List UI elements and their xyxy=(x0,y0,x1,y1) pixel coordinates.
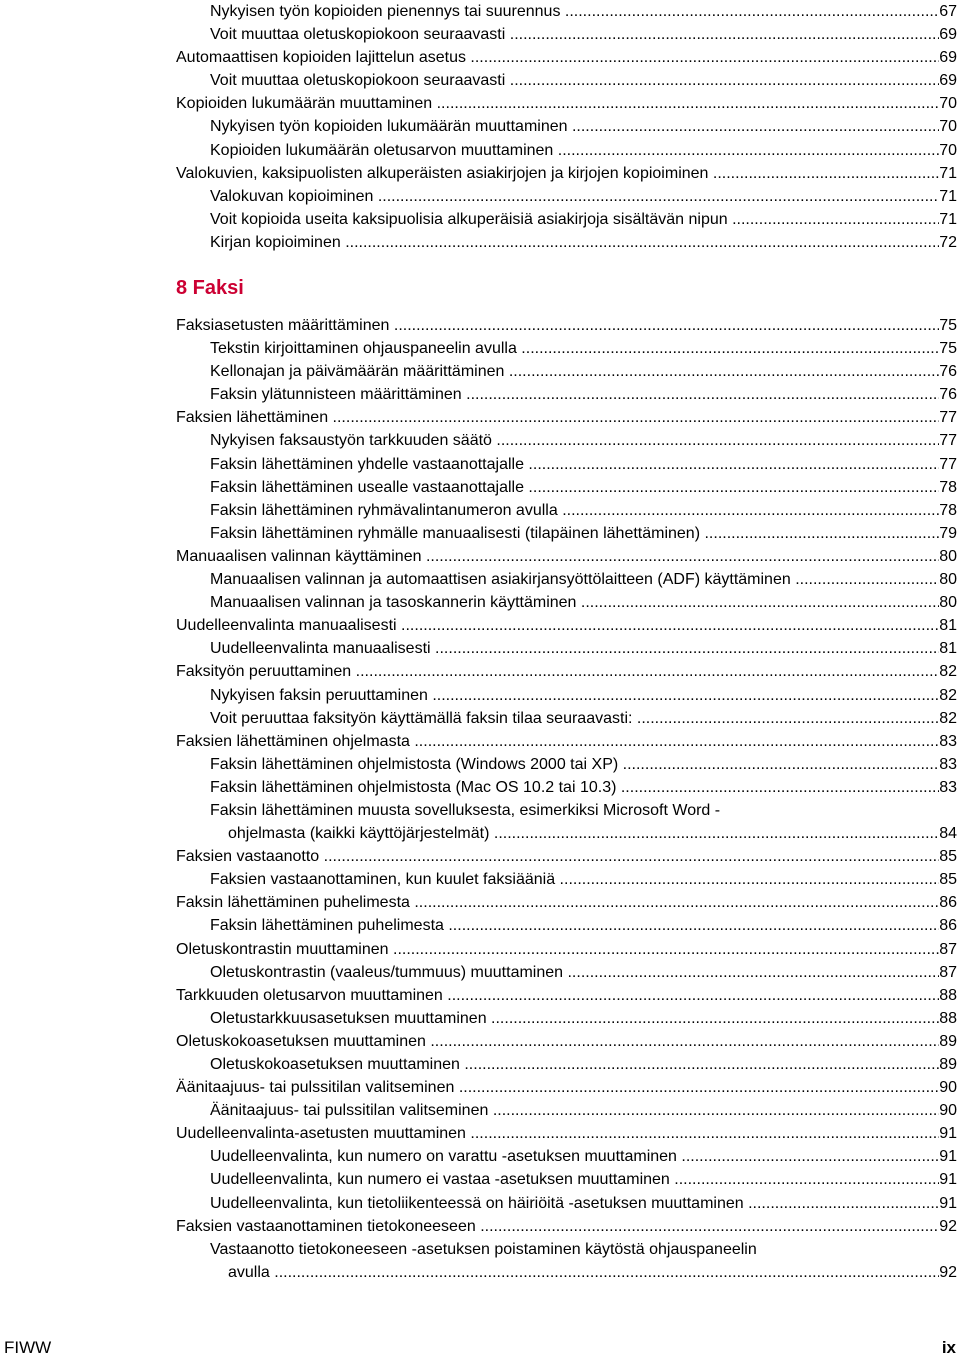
dot-leader xyxy=(414,730,939,753)
toc-entry[interactable] xyxy=(176,938,960,961)
dot-leader xyxy=(447,984,939,1007)
toc-entry-title: Nykyisen faksaustyön tarkkuuden säätö xyxy=(210,429,496,452)
toc-entry[interactable] xyxy=(176,162,960,185)
dot-leader xyxy=(681,1145,939,1168)
toc-entry-page: 77 xyxy=(939,409,957,427)
toc-entry[interactable] xyxy=(210,208,960,231)
toc-entry[interactable] xyxy=(210,139,960,162)
toc-entry[interactable] xyxy=(176,1030,960,1053)
toc-entry-page: 90 xyxy=(939,1102,957,1120)
dot-leader xyxy=(795,568,939,591)
toc-entry-page: 67 xyxy=(939,3,957,20)
toc-entry-title: Faksin lähettäminen muusta sovelluksesta, esimerkiksi Microsoft Word - xyxy=(210,799,720,822)
toc-entry[interactable] xyxy=(210,637,960,660)
toc-entry-page: 70 xyxy=(939,141,957,159)
dot-leader xyxy=(567,961,939,984)
dot-leader xyxy=(414,891,939,914)
toc-entry-title: Äänitaajuus- tai pulssitilan valitseminen xyxy=(176,1076,459,1099)
dot-leader xyxy=(345,231,939,254)
toc-entry-title: Voit muuttaa oletuskopiokoon seuraavasti xyxy=(210,23,510,46)
toc-entry[interactable] xyxy=(210,684,960,707)
toc-entry-page: 88 xyxy=(939,986,957,1004)
toc-entry[interactable] xyxy=(210,1192,960,1215)
toc-entry-page: 86 xyxy=(939,917,957,935)
toc-top-section xyxy=(0,0,960,254)
toc-entry[interactable] xyxy=(210,799,870,822)
dot-leader xyxy=(470,1122,939,1145)
toc-entry-page: 71 xyxy=(939,210,957,228)
toc-entry-title: Manuaalisen valinnan ja automaattisen asiakirjansyöttölaitteen (ADF) käyttäminen xyxy=(210,568,795,591)
toc-entry-page: 82 xyxy=(939,709,957,727)
toc-entry-title: Faksin lähettäminen ryhmälle manuaalisesti (tilapäinen lähettäminen) xyxy=(210,522,704,545)
toc-entry-title: Kopioiden lukumäärän oletusarvon muuttaminen xyxy=(210,139,558,162)
toc-entry[interactable] xyxy=(176,92,960,115)
toc-entry[interactable] xyxy=(210,914,960,937)
toc-entry-title: Voit kopioida useita kaksipuolisia alkuperäisiä asiakirjoja sisältävän nipun xyxy=(210,208,732,231)
toc-entry[interactable] xyxy=(176,845,960,868)
toc-entry-page: 82 xyxy=(939,663,957,681)
dot-leader xyxy=(274,1261,939,1284)
toc-entry-page: 89 xyxy=(939,1056,957,1073)
toc-entry-title: Faksin lähettäminen ohjelmistosta (Windows 2000 tai XP) xyxy=(210,753,623,776)
toc-entry[interactable] xyxy=(210,1099,960,1122)
toc-entry[interactable] xyxy=(176,406,960,429)
toc-entry-page: 70 xyxy=(939,95,957,113)
toc-entry[interactable] xyxy=(176,314,960,337)
toc-entry-title: Uudelleenvalinta manuaalisesti xyxy=(210,637,435,660)
dot-leader xyxy=(748,1192,939,1215)
toc-entry[interactable] xyxy=(210,23,960,46)
toc-entry-title: Oletustarkkuusasetuksen muuttaminen xyxy=(210,1007,491,1030)
toc-entry-page: 72 xyxy=(939,233,957,251)
toc-entry[interactable] xyxy=(176,660,960,683)
dot-leader xyxy=(437,92,940,115)
toc-entry-page: 71 xyxy=(939,187,957,205)
toc-entry-title: ohjelmasta (kaikki käyttöjärjestelmät) xyxy=(228,822,494,845)
toc-entry-title: Tarkkuuden oletusarvon muuttaminen xyxy=(176,984,447,1007)
toc-entry-title: Faksityön peruuttaminen xyxy=(176,660,356,683)
toc-entry-page: 75 xyxy=(939,317,957,334)
toc-entry-page: 69 xyxy=(939,26,957,44)
toc-entry-title: Faksin lähettäminen ryhmävalintanumeron avulla xyxy=(210,499,562,522)
toc-entry[interactable] xyxy=(210,522,960,545)
toc-entry-page: 84 xyxy=(939,825,957,843)
toc-entry[interactable] xyxy=(176,614,960,637)
toc-entry-title: Faksin ylätunnisteen määrittäminen xyxy=(210,383,466,406)
toc-entry[interactable] xyxy=(210,961,960,984)
toc-entry-title: Uudelleenvalinta, kun tietoliikenteessä on häiriöitä -asetuksen muuttaminen xyxy=(210,1192,748,1215)
toc-entry-page: 69 xyxy=(939,72,957,90)
toc-entry-page: 77 xyxy=(939,432,957,450)
toc-entry-title: Faksin lähettäminen puhelimesta xyxy=(210,914,448,937)
toc-entry-page: 81 xyxy=(939,640,957,658)
toc-entry[interactable] xyxy=(176,545,960,568)
toc-entry-title: Faksin lähettäminen ohjelmistosta (Mac OS 10.2 tai 10.3) xyxy=(210,776,621,799)
toc-entry[interactable] xyxy=(210,231,960,254)
toc-entry-title: Nykyisen faksin peruuttaminen xyxy=(210,684,432,707)
chapter-heading: 8 Faksi xyxy=(176,277,244,299)
toc-entry[interactable] xyxy=(176,46,960,69)
toc-entry[interactable] xyxy=(210,753,960,776)
toc-entry[interactable] xyxy=(210,1238,870,1261)
toc-entry-title: Manuaalisen valinnan käyttäminen xyxy=(176,545,426,568)
dot-leader xyxy=(432,684,939,707)
toc-entry[interactable] xyxy=(210,1007,960,1030)
toc-entry-page: 79 xyxy=(939,524,957,542)
dot-leader xyxy=(435,637,939,660)
dot-leader xyxy=(704,522,939,545)
toc-entry[interactable] xyxy=(210,568,960,591)
toc-entry[interactable] xyxy=(228,1261,960,1284)
toc-entry-page: 80 xyxy=(939,571,957,589)
toc-entry-title: Faksin lähettäminen puhelimesta xyxy=(176,891,414,914)
toc-entry-page: 78 xyxy=(939,478,957,496)
dot-leader xyxy=(394,314,939,337)
dot-leader xyxy=(448,914,939,937)
toc-entry-title: Kellonajan ja päivämäärän määrittäminen xyxy=(210,360,509,383)
toc-entry-title: Faksin lähettäminen usealle vastaanottajalle xyxy=(210,476,528,499)
dot-leader xyxy=(459,1076,939,1099)
dot-leader xyxy=(558,139,939,162)
toc-entry-title: Kirjan kopioiminen xyxy=(210,231,345,254)
toc-entry-title: Automaattisen kopioiden lajittelun asetus xyxy=(176,46,470,69)
toc-entry[interactable] xyxy=(210,0,960,23)
toc-entry-title: Vastaanotto tietokoneeseen -asetuksen poistaminen käytöstä ohjauspaneelin xyxy=(210,1238,757,1261)
dot-leader xyxy=(466,383,939,406)
dot-leader xyxy=(521,337,939,360)
dot-leader xyxy=(562,499,939,522)
toc-entry[interactable] xyxy=(210,337,960,360)
dot-leader xyxy=(470,46,939,69)
toc-entry-title: Manuaalisen valinnan ja tasoskannerin käyttäminen xyxy=(210,591,581,614)
toc-entry-page: 77 xyxy=(939,455,957,473)
toc-entry-page: 87 xyxy=(939,963,957,981)
dot-leader xyxy=(333,406,940,429)
toc-entry[interactable] xyxy=(210,591,960,614)
toc-entry-page: 70 xyxy=(939,118,957,136)
toc-fax-section xyxy=(0,314,960,1284)
dot-leader xyxy=(356,660,940,683)
dot-leader xyxy=(572,115,939,138)
toc-entry-page: 80 xyxy=(939,547,957,565)
toc-entry-page: 76 xyxy=(939,386,957,404)
toc-entry-page: 83 xyxy=(939,755,957,773)
dot-leader xyxy=(378,185,939,208)
toc-entry-title: avulla xyxy=(228,1261,274,1284)
toc-entry-title: Oletuskontrastin muuttaminen xyxy=(176,938,393,961)
toc-entry[interactable] xyxy=(176,1122,960,1145)
dot-leader xyxy=(491,1007,939,1030)
dot-leader xyxy=(528,476,939,499)
toc-entry-title: Faksien vastaanotto xyxy=(176,845,324,868)
toc-entry-title: Tekstin kirjoittaminen ohjauspaneelin avulla xyxy=(210,337,521,360)
dot-leader xyxy=(623,753,940,776)
dot-leader xyxy=(430,1030,939,1053)
toc-entry-page: 80 xyxy=(939,594,957,612)
dot-leader xyxy=(565,0,939,23)
toc-entry[interactable] xyxy=(210,453,960,476)
toc-entry[interactable] xyxy=(210,1145,960,1168)
toc-entry-title: Äänitaajuus- tai pulssitilan valitseminen xyxy=(210,1099,493,1122)
dot-leader xyxy=(674,1168,939,1191)
toc-entry[interactable] xyxy=(210,69,960,92)
toc-entry-title: Kopioiden lukumäärän muuttaminen xyxy=(176,92,437,115)
dot-leader xyxy=(494,822,939,845)
toc-entry-title: Faksien lähettäminen xyxy=(176,406,333,429)
toc-entry-page: 85 xyxy=(939,871,957,889)
toc-entry-title: Valokuvien, kaksipuolisten alkuperäisten asiakirjojen ja kirjojen kopioiminen xyxy=(176,162,713,185)
toc-entry[interactable] xyxy=(210,476,960,499)
toc-entry-page: 82 xyxy=(939,686,957,704)
dot-leader xyxy=(732,208,939,231)
toc-entry-title: Uudelleenvalinta, kun numero on varattu -asetuksen muuttaminen xyxy=(210,1145,681,1168)
toc-entry-title: Faksien lähettäminen ohjelmasta xyxy=(176,730,414,753)
dot-leader xyxy=(393,938,939,961)
toc-entry-page: 78 xyxy=(939,501,957,519)
toc-entry-page: 86 xyxy=(939,894,957,912)
toc-entry[interactable] xyxy=(210,383,960,406)
footer-left-label: FIWW xyxy=(4,1338,52,1357)
dot-leader xyxy=(464,1053,939,1076)
dot-leader xyxy=(560,868,940,891)
toc-entry-page: 88 xyxy=(939,1009,957,1027)
toc-entry-title: Nykyisen työn kopioiden lukumäärän muuttaminen xyxy=(210,115,572,138)
toc-entry-page: 91 xyxy=(939,1171,957,1189)
toc-entry-page: 83 xyxy=(939,732,957,750)
toc-entry-title: Faksin lähettäminen yhdelle vastaanottajalle xyxy=(210,453,528,476)
dot-leader xyxy=(713,162,939,185)
dot-leader xyxy=(480,1215,939,1238)
toc-entry-page: 75 xyxy=(939,340,957,358)
toc-entry-title: Faksien vastaanottaminen tietokoneeseen xyxy=(176,1215,480,1238)
toc-entry[interactable] xyxy=(176,1215,960,1238)
dot-leader xyxy=(493,1099,939,1122)
toc-entry-page: 81 xyxy=(939,617,957,635)
dot-leader xyxy=(637,707,939,730)
toc-entry-page: 87 xyxy=(939,940,957,958)
dot-leader xyxy=(528,453,939,476)
toc-entry-page: 91 xyxy=(939,1148,957,1166)
dot-leader xyxy=(509,360,939,383)
toc-entry[interactable] xyxy=(210,1168,960,1191)
dot-leader xyxy=(426,545,939,568)
toc-entry-page: 91 xyxy=(939,1125,957,1143)
toc-entry[interactable] xyxy=(176,1076,960,1099)
toc-entry[interactable] xyxy=(210,429,960,452)
toc-entry-page: 91 xyxy=(939,1194,957,1212)
toc-entry-page: 92 xyxy=(939,1263,957,1281)
dot-leader xyxy=(496,429,939,452)
toc-entry-title: Oletuskontrastin (vaaleus/tummuus) muuttaminen xyxy=(210,961,567,984)
toc-entry-title: Voit muuttaa oletuskopiokoon seuraavasti xyxy=(210,69,510,92)
toc-entry-title: Uudelleenvalinta, kun numero ei vastaa -asetuksen muuttaminen xyxy=(210,1168,674,1191)
toc-entry-title: Faksien vastaanottaminen, kun kuulet faksiääniä xyxy=(210,868,560,891)
toc-entry-title: Oletuskokoasetuksen muuttaminen xyxy=(210,1053,464,1076)
toc-entry[interactable] xyxy=(228,822,960,845)
toc-entry[interactable] xyxy=(210,1053,960,1076)
toc-entry[interactable] xyxy=(210,115,960,138)
toc-entry[interactable] xyxy=(210,360,960,383)
toc-entry-page: 90 xyxy=(939,1079,957,1097)
toc-entry[interactable] xyxy=(210,868,960,891)
dot-leader xyxy=(510,23,939,46)
toc-entry[interactable] xyxy=(210,499,960,522)
footer-page-number: ix xyxy=(941,1338,956,1357)
toc-entry-title: Valokuvan kopioiminen xyxy=(210,185,378,208)
toc-entry[interactable] xyxy=(210,707,960,730)
toc-entry-page: 76 xyxy=(939,363,957,381)
toc-entry-title: Uudelleenvalinta-asetusten muuttaminen xyxy=(176,1122,470,1145)
toc-entry[interactable] xyxy=(176,984,960,1007)
toc-entry[interactable] xyxy=(176,730,960,753)
toc-entry-title: Uudelleenvalinta manuaalisesti xyxy=(176,614,401,637)
toc-entry-page: 83 xyxy=(939,778,957,796)
toc-entry-page: 89 xyxy=(939,1032,957,1050)
toc-entry-title: Voit peruuttaa faksityön käyttämällä faksin tilaa seuraavasti: xyxy=(210,707,637,730)
toc-entry[interactable] xyxy=(176,891,960,914)
toc-entry-page: 85 xyxy=(939,848,957,866)
dot-leader xyxy=(324,845,940,868)
toc-entry-page: 69 xyxy=(939,49,957,67)
dot-leader xyxy=(621,776,939,799)
toc-entry[interactable] xyxy=(210,776,960,799)
toc-entry-page: 71 xyxy=(939,164,957,182)
dot-leader xyxy=(510,69,939,92)
toc-entry-title: Faksiasetusten määrittäminen xyxy=(176,314,394,337)
dot-leader xyxy=(401,614,939,637)
toc-entry-title: Oletuskokoasetuksen muuttaminen xyxy=(176,1030,430,1053)
toc-entry-title: Nykyisen työn kopioiden pienennys tai suurennus xyxy=(210,0,565,23)
toc-entry[interactable] xyxy=(210,185,960,208)
dot-leader xyxy=(581,591,939,614)
toc-entry-page: 92 xyxy=(939,1217,957,1235)
